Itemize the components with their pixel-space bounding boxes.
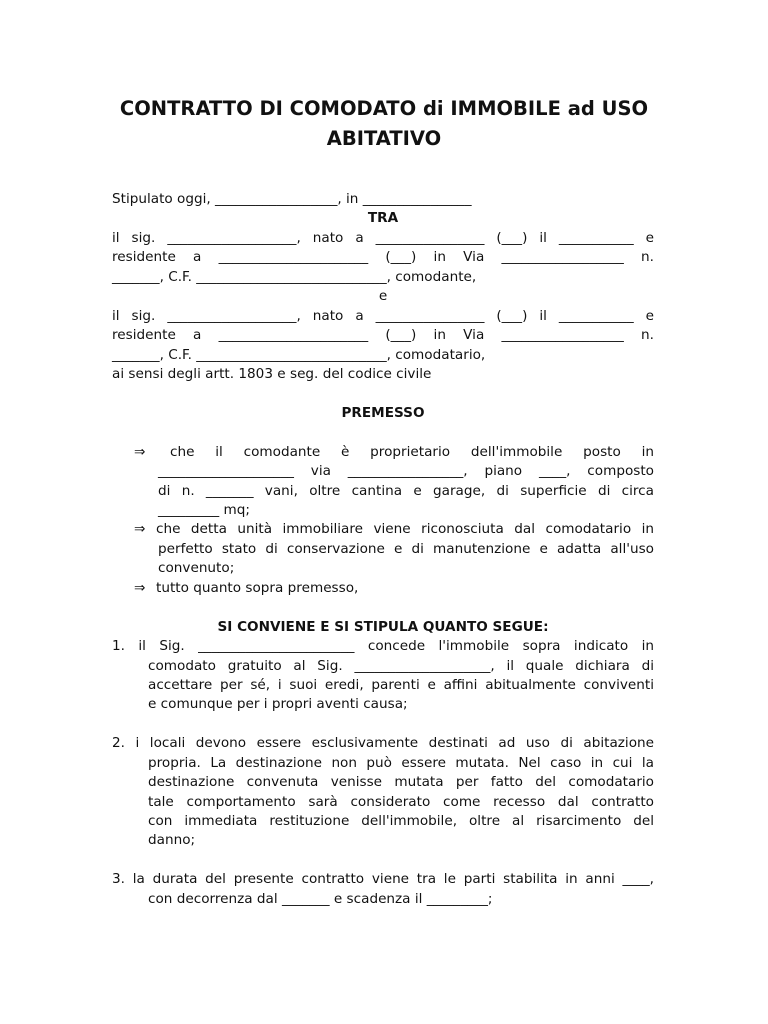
clause1-line-4: e comunque per i propri aventi causa; bbox=[148, 696, 408, 712]
premesso-item2-line-2: perfetto stato di conservazione e di manutenzione e adatta all'uso bbox=[158, 541, 654, 557]
party2-line-3: _______, C.F. ____________________________, comodatario, bbox=[112, 347, 486, 363]
premesso-item1-line-3: di n. _______ vani, oltre cantina e garage, di superficie di circa bbox=[158, 483, 654, 499]
clause1-line-1: 1. il Sig. _______________________ concede l'immobile sopra indicato in bbox=[112, 638, 654, 654]
premesso-item1-line-1: che il comodante è proprietario dell'immobile posto in bbox=[170, 444, 654, 460]
party1-line-2: residente a ______________________ (___) in Via __________________ n. bbox=[112, 249, 654, 265]
stipulato-line: Stipulato oggi, __________________, in ________________ bbox=[112, 191, 472, 207]
clause3-line-2: con decorrenza dal _______ e scadenza il _________; bbox=[148, 891, 493, 907]
title-line-1: CONTRATTO DI COMODATO di IMMOBILE ad USO bbox=[119, 97, 649, 120]
arrow-icon: ⇒ bbox=[134, 580, 146, 596]
clause2-line-6: danno; bbox=[148, 832, 196, 848]
premesso-heading: PREMESSO bbox=[341, 405, 425, 421]
party1-line-3: _______, C.F. ____________________________, comodante, bbox=[112, 269, 477, 285]
premesso-item3: tutto quanto sopra premesso, bbox=[156, 580, 359, 596]
clause3-line-1: 3. la durata del presente contratto viene tra le parti stabilita in anni ____, bbox=[112, 871, 654, 887]
clause2-line-2: propria. La destinazione non può essere mutata. Nel caso in cui la bbox=[148, 755, 654, 771]
party2-line-1: il sig. ___________________, nato a ________________ (___) il ___________ e bbox=[112, 308, 654, 324]
party1-line-1: il sig. ___________________, nato a ________________ (___) il ___________ e bbox=[112, 230, 654, 246]
premesso-item1-line-2: ____________________ via _________________, piano ____, composto bbox=[158, 463, 654, 479]
tra-heading: TRA bbox=[367, 210, 399, 226]
clause1-line-2: comodato gratuito al Sig. ____________________, il quale dichiara di bbox=[148, 658, 654, 674]
clause1-line-3: accettare per sé, i suoi eredi, parenti e affini abitualmente conviventi bbox=[148, 677, 654, 693]
party2-line-2: residente a ______________________ (___) in Via __________________ n. bbox=[112, 327, 654, 343]
clause2-line-3: destinazione convenuta venisse mutata per fatto del comodatario bbox=[148, 774, 654, 790]
conviene-heading: SI CONVIENE E SI STIPULA QUANTO SEGUE: bbox=[217, 619, 549, 635]
clause2-line-4: tale comportamento sarà considerato come recesso dal contratto bbox=[148, 794, 654, 810]
clause2-line-1: 2. i locali devono essere esclusivamente destinati ad uso di abitazione bbox=[112, 735, 654, 751]
arrow-icon: ⇒ bbox=[134, 444, 146, 460]
premesso-item1-line-4: _________ mq; bbox=[158, 502, 250, 518]
premesso-item2-line-1: che detta unità immobiliare viene riconosciuta dal comodatario in bbox=[156, 521, 654, 537]
title-line-2: ABITATIVO bbox=[326, 127, 442, 150]
conjunction-e: e bbox=[378, 288, 388, 304]
premesso-item2-line-3: convenuto; bbox=[158, 560, 235, 576]
legal-reference: ai sensi degli artt. 1803 e seg. del codice civile bbox=[112, 366, 432, 382]
document-title bbox=[100, 94, 668, 154]
arrow-icon: ⇒ bbox=[134, 521, 146, 537]
clause2-line-5: con immediata restituzione dell'immobile, oltre al risarcimento del bbox=[148, 813, 654, 829]
